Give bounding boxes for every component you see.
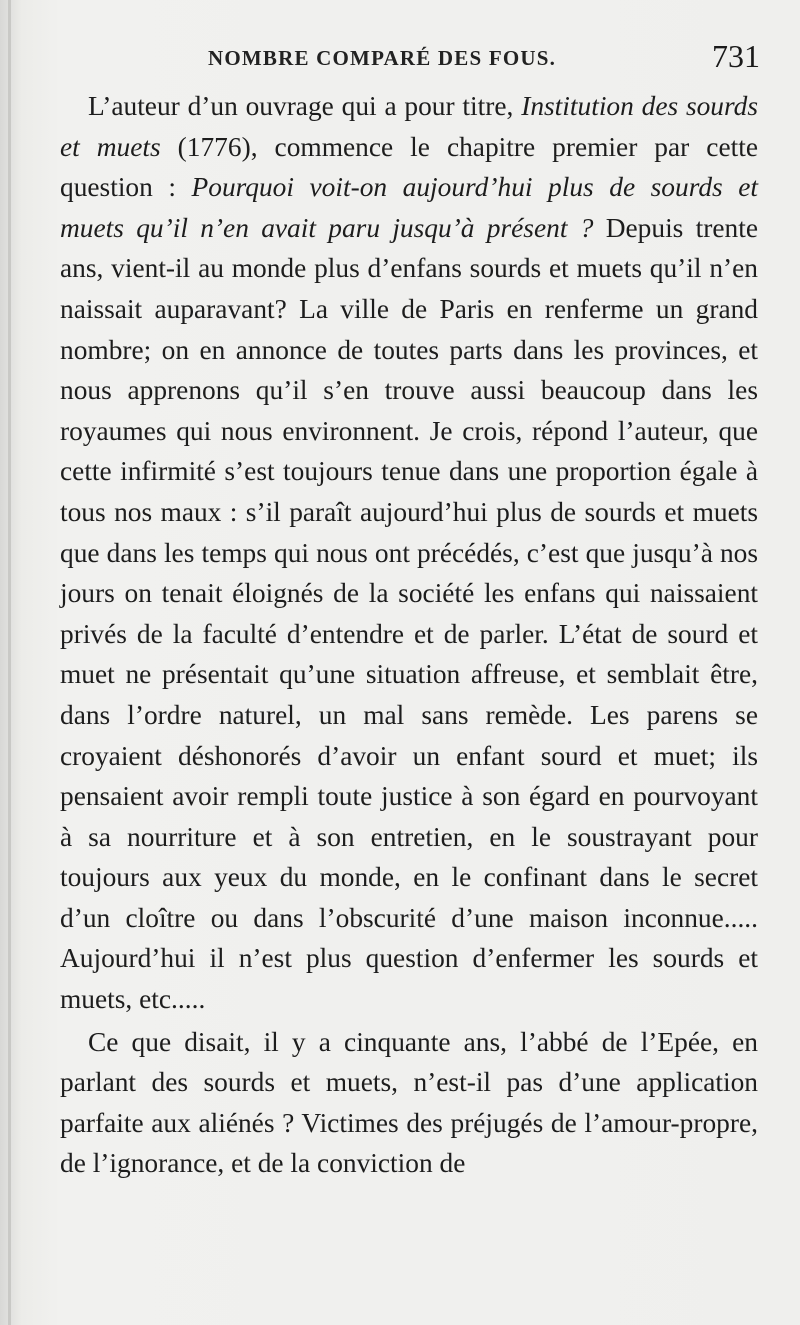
paragraph-text: Ce que disait, il y a cinquante ans, l’abbé de l’Epée, en parlant des sourds et muets, n’est-il pas d’une application parfaite aux aliénés ? Victimes des préjugés de l’amour-propre, de l’ignorance, et de la conviction de — [60, 1026, 758, 1179]
page-gutter — [8, 0, 11, 1325]
page-number: 731 — [712, 38, 760, 74]
body-text — [60, 86, 758, 1184]
paragraph-text: Depuis trente ans, vient-il au monde plus d’enfans sourds et muets qu’il n’en naissait auparavant? La ville de Paris en renferme un grand nombre; on en annonce de toutes parts dans les provinces, et nous apprenons qu’il s’en trouve aussi beaucoup dans les royaumes qui nous environnent. Je crois, répond l’auteur, que cette infirmité s’est toujours tenue dans une proportion égale à tous nos maux : s’il paraît aujourd’hui plus de sourds et muets que dans les temps qui nous ont précédés, c’est que jusqu’à nos jours on tenait éloignés de la société les enfans qui naissaient privés de la faculté d’entendre et de parler. L’état de sourd et muet ne présentait qu’une situation affreuse, et semblait être, dans l’ordre naturel, un mal sans remède. Les parens se croyaient déshonorés d’avoir un enfant sourd et muet; ils pensaient avoir rempli toute justice à son égard en pourvoyant à sa nourriture et à son entretien, en le soustrayant pour toujours aux yeux du monde, en le confinant dans le secret d’un cloître ou dans l’obscurité d’une maison inconnue..... Aujourd’hui il n’est plus question d’enfermer les sourds et muets, etc..... — [60, 212, 758, 1015]
paragraph — [60, 1022, 758, 1184]
question-italic: Pourquoi voit-on aujourd’hui plus de sourds et muets qu’il n’en avait paru jusqu’à présent ? — [60, 172, 758, 243]
book-title-italic: Institution des sourds et muets — [60, 91, 758, 162]
running-head-title: NOMBRE COMPARÉ DES FOUS. — [208, 46, 557, 70]
running-head — [60, 38, 760, 82]
paragraph-text: (1776), commence le chapitre premier par cette question : — [60, 131, 758, 203]
paragraph-text: L’auteur d’un ouvrage qui a pour titre, — [88, 91, 522, 121]
paragraph — [60, 86, 758, 1020]
